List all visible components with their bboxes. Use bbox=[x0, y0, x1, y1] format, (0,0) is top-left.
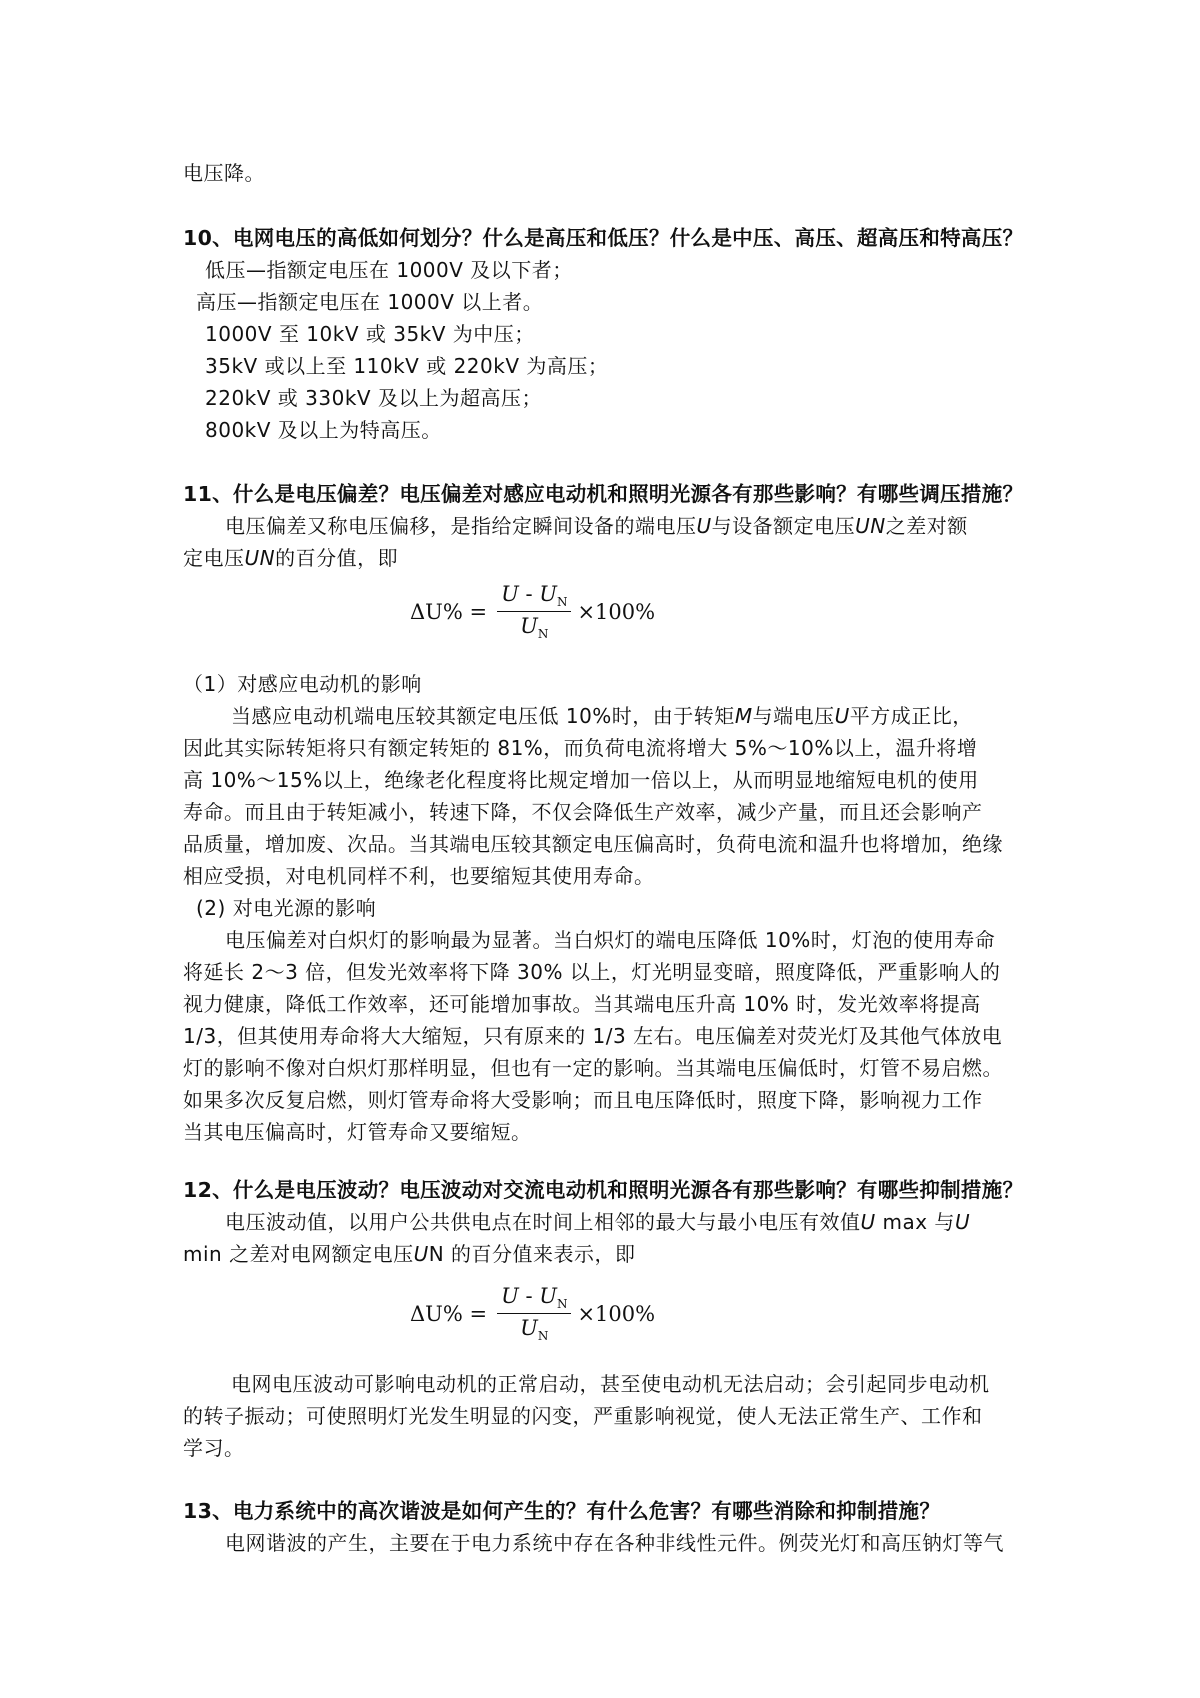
q11-sub2-line: 如果多次反复启燃，则灯管寿命将大受影响；而且电压降低时，照度下降，影响视力工作 bbox=[183, 1088, 983, 1112]
q10-line: 高压—指额定电压在 1000V 以上者。 bbox=[196, 290, 544, 314]
q11-sub1-text: 平方成正比， bbox=[849, 704, 973, 728]
formula-operator: - bbox=[518, 582, 540, 606]
q11-def-text: 定电压 bbox=[183, 546, 245, 570]
formula-lhs: ΔU% = bbox=[410, 599, 488, 624]
q11-sub1-symbol: M bbox=[734, 704, 753, 728]
q11-sub2-line: 电压偏差对白炽灯的影响最为显著。当白炽灯的端电压降低 10%时，灯泡的使用寿命 bbox=[225, 928, 996, 952]
q11-def-symbol: UN bbox=[244, 546, 276, 570]
q11-sub1-line: 相应受损，对电机同样不利，也要缩短其使用寿命。 bbox=[183, 864, 655, 888]
q12-formula bbox=[410, 1284, 655, 1343]
q11-sub2-line: 视力健康，降低工作效率，还可能增加事故。当其端电压升高 10% 时，发光效率将提高 bbox=[183, 992, 981, 1016]
q11-sub2-line: 当其电压偏高时，灯管寿命又要缩短。 bbox=[183, 1120, 532, 1144]
formula-operator: - bbox=[518, 1284, 540, 1308]
formula-rhs: ×100% bbox=[577, 1301, 656, 1326]
q12-def-text: N 的百分值来表示，即 bbox=[428, 1242, 636, 1266]
q12-def-text: min 之差对电网额定电压 bbox=[183, 1242, 414, 1266]
q10-line: 1000V 至 10kV 或 35kV 为中压； bbox=[205, 322, 535, 346]
q13-heading: 13、电力系统中的高次谐波是如何产生的？有什么危害？有哪些消除和抑制措施？ bbox=[183, 1499, 941, 1523]
q10-line: 35kV 或以上至 110kV 或 220kV 为高压； bbox=[205, 354, 609, 378]
formula-subscript: N bbox=[537, 627, 549, 642]
formula-symbol: U bbox=[501, 1284, 519, 1308]
q11-definition-line bbox=[183, 510, 1023, 542]
intro-paragraph bbox=[183, 157, 1023, 189]
q12-effect-line: 电网电压波动可影响电动机的正常启动，甚至使电动机无法启动；会引起同步电动机 bbox=[231, 1372, 990, 1396]
q11-sub1-line bbox=[183, 700, 1023, 732]
intro-text: 电压降。 bbox=[183, 161, 265, 185]
section-q11 bbox=[183, 476, 1023, 574]
q11-heading: 11、什么是电压偏差？电压偏差对感应电动机和照明光源各有那些影响？有哪些调压措施？ bbox=[183, 482, 1024, 506]
q12-def-symbol: U bbox=[954, 1210, 971, 1234]
formula-numerator bbox=[497, 1284, 571, 1314]
q12-effect-line: 学习。 bbox=[183, 1436, 245, 1460]
formula-rhs: ×100% bbox=[577, 599, 656, 624]
section-q12 bbox=[183, 1172, 1023, 1270]
formula-symbol: U bbox=[539, 1284, 557, 1308]
q11-sub1-title: （1）对感应电动机的影响 bbox=[183, 672, 422, 696]
q12-definition-line bbox=[183, 1238, 1023, 1270]
formula-denominator bbox=[520, 612, 548, 641]
q10-line: 800kV 及以上为特高压。 bbox=[205, 418, 442, 442]
formula-symbol: U bbox=[520, 1316, 538, 1341]
formula-subscript: N bbox=[556, 1297, 568, 1312]
q12-def-symbol: U bbox=[413, 1242, 429, 1266]
formula-denominator bbox=[520, 1314, 548, 1343]
q10-heading: 10、电网电压的高低如何划分？什么是高压和低压？什么是中压、高压、超高压和特高压？ bbox=[183, 226, 1024, 250]
formula-lhs: ΔU% = bbox=[410, 1301, 488, 1326]
q11-subsection-motor bbox=[183, 668, 1023, 1148]
q11-sub1-line: 因此其实际转矩将只有额定转矩的 81%，而负荷电流将增大 5%～10%以上，温升将增 bbox=[183, 736, 978, 760]
q10-line: 低压—指额定电压在 1000V 及以下者； bbox=[205, 258, 573, 282]
q12-effects bbox=[183, 1368, 1023, 1464]
q11-def-symbol: UN bbox=[855, 514, 886, 538]
q12-def-text: max 与 bbox=[875, 1210, 955, 1234]
q11-formula bbox=[410, 582, 655, 641]
formula-subscript: N bbox=[537, 1329, 549, 1344]
q11-def-symbol: U bbox=[696, 514, 712, 538]
q10-line: 220kV 或 330kV 及以上为超高压； bbox=[205, 386, 542, 410]
q11-def-text: 之差对额 bbox=[885, 514, 968, 538]
q11-sub1-text: 与端电压 bbox=[752, 704, 835, 728]
q13-line: 电网谐波的产生，主要在于电力系统中存在各种非线性元件。例荧光灯和高压钠灯等气 bbox=[225, 1531, 1004, 1555]
q11-sub1-line: 高 10%～15%以上，绝缘老化程度将比规定增加一倍以上，从而明显地缩短电机的使用 bbox=[183, 768, 979, 792]
formula-numerator bbox=[497, 582, 571, 612]
q11-sub1-line: 品质量，增加废、次品。当其端电压较其额定电压偏高时，负荷电流和温升也将增加，绝缘 bbox=[183, 832, 1003, 856]
q12-effect-line: 的转子振动；可使照明灯光发生明显的闪变，严重影响视觉，使人无法正常生产、工作和 bbox=[183, 1404, 983, 1428]
q12-heading: 12、什么是电压波动？电压波动对交流电动机和照明光源各有那些影响？有哪些抑制措施？ bbox=[183, 1178, 1024, 1202]
q11-sub2-line: 将延长 2～3 倍，但发光效率将下降 30% 以上，灯光明显变暗，照度降低，严重影响人的 bbox=[183, 960, 1001, 984]
formula-fraction bbox=[497, 582, 571, 641]
formula-symbol: U bbox=[520, 614, 538, 639]
q12-definition-line bbox=[183, 1206, 1023, 1238]
section-q13 bbox=[183, 1493, 1023, 1559]
q11-sub1-line: 寿命。而且由于转矩减小，转速下降，不仅会降低生产效率，减少产量，而且还会影响产 bbox=[183, 800, 983, 824]
section-q10 bbox=[183, 220, 1023, 446]
formula-symbol: U bbox=[501, 582, 519, 606]
formula-fraction bbox=[497, 1284, 571, 1343]
formula-symbol: U bbox=[539, 582, 557, 606]
q11-sub2-line: 灯的影响不像对白炽灯那样明显，但也有一定的影响。当其端电压偏低时，灯管不易启燃。 bbox=[183, 1056, 1003, 1080]
q11-sub1-text: 当感应电动机端电压较其额定电压低 10%时，由于转矩 bbox=[231, 704, 735, 728]
q11-def-text: 的百分值，即 bbox=[275, 546, 399, 570]
q11-def-text: 电压偏差又称电压偏移，是指给定瞬间设备的端电压 bbox=[225, 514, 697, 538]
q11-sub2-line: 1/3，但其使用寿命将大大缩短，只有原来的 1/3 左右。电压偏差对荧光灯及其他气体放电 bbox=[183, 1024, 1003, 1048]
q11-sub2-title: (2) 对电光源的影响 bbox=[196, 896, 377, 920]
q12-def-text: 电压波动值，以用户公共供电点在时间上相邻的最大与最小电压有效值 bbox=[225, 1210, 861, 1234]
q11-definition-line bbox=[183, 542, 1023, 574]
q12-def-symbol: U bbox=[860, 1210, 876, 1234]
q11-def-text: 与设备额定电压 bbox=[711, 514, 856, 538]
formula-subscript: N bbox=[556, 595, 568, 610]
q11-sub1-symbol: U bbox=[834, 704, 850, 728]
